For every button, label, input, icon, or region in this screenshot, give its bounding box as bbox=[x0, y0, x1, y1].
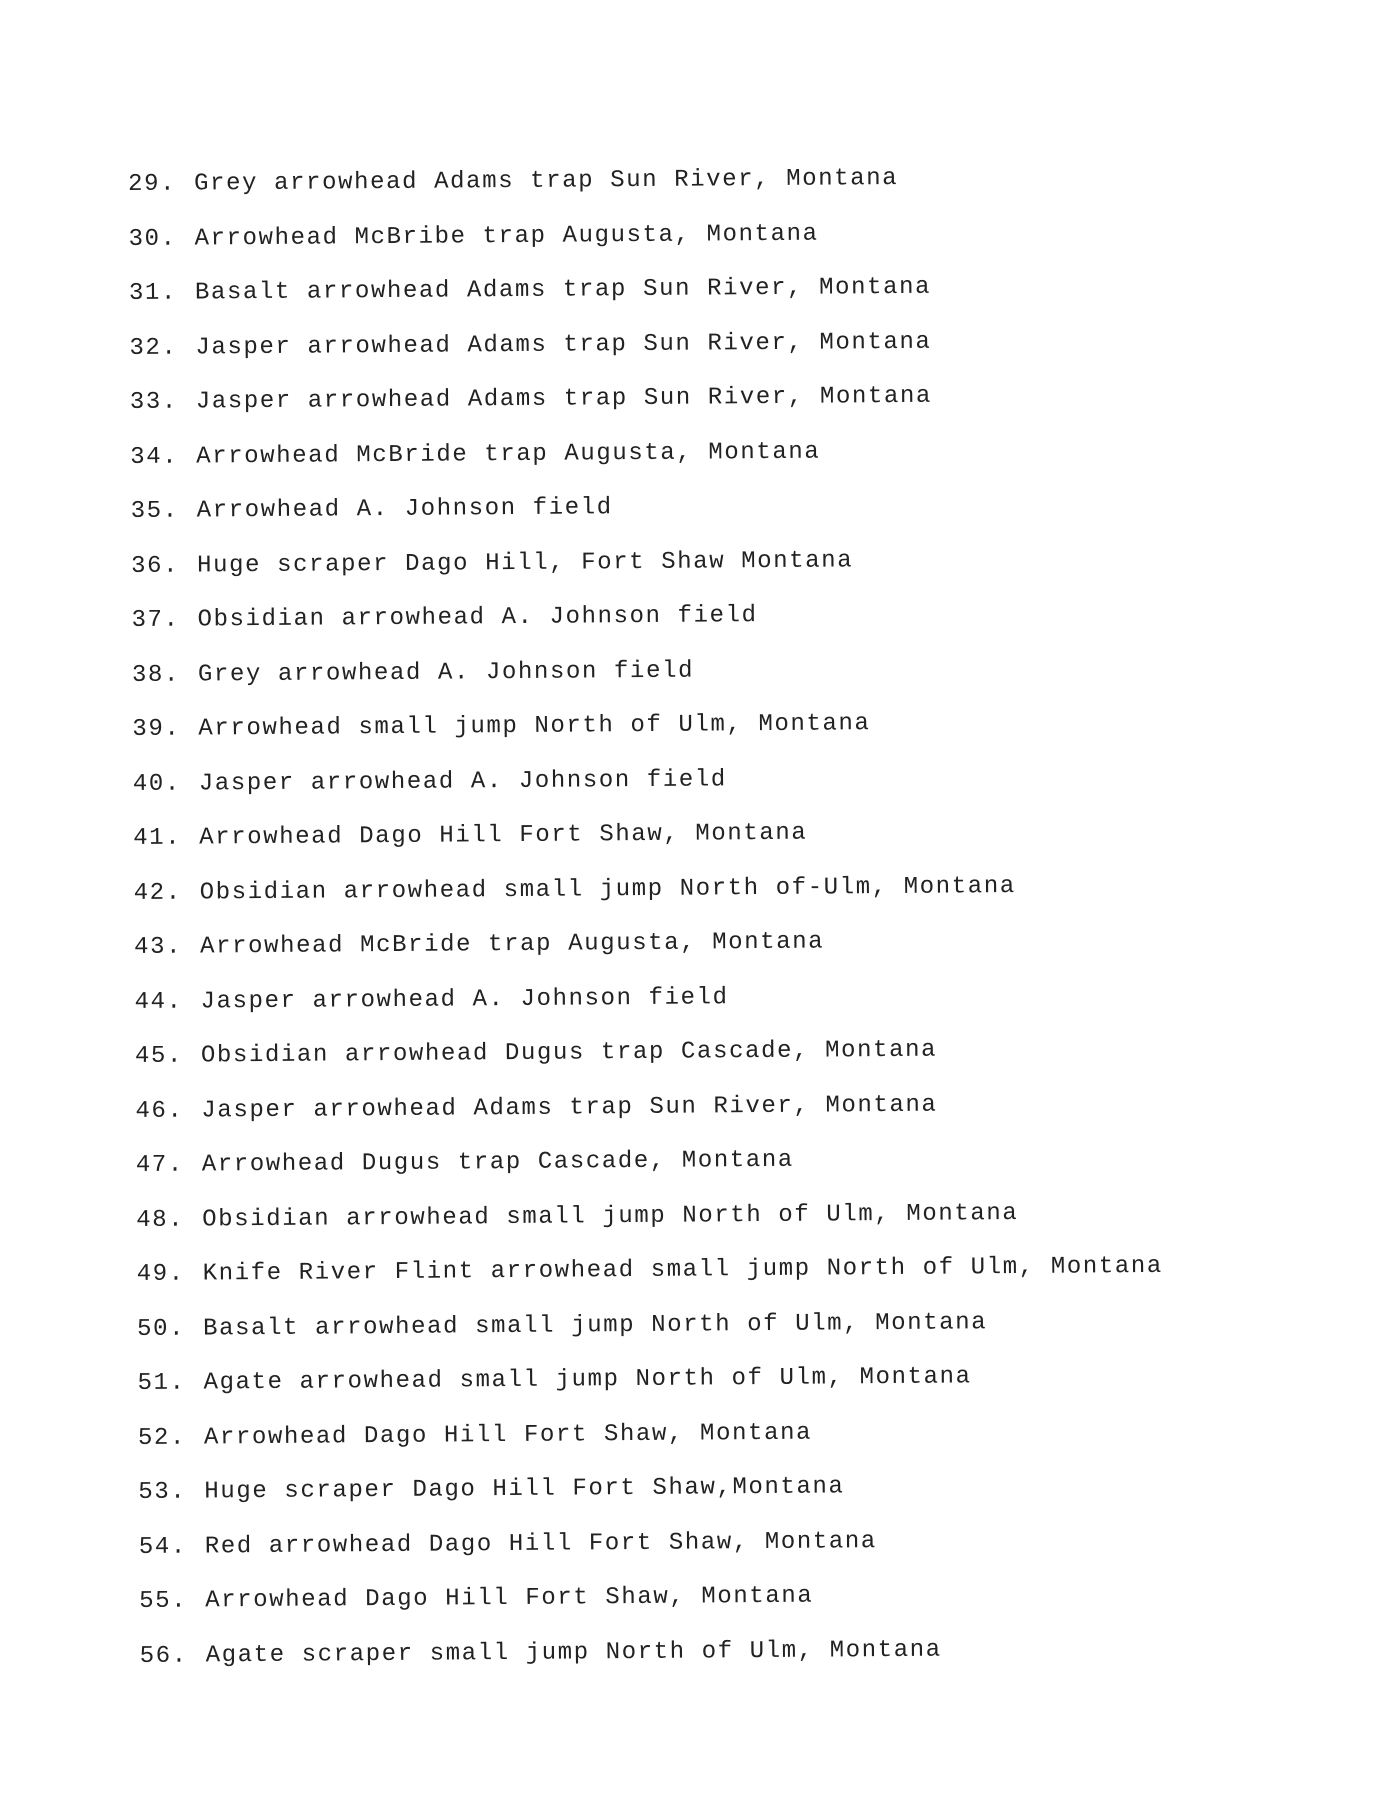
item-description: Obsidian arrowhead A. Johnson field bbox=[197, 602, 758, 634]
item-number: 50. bbox=[136, 1315, 186, 1343]
list-item bbox=[137, 1306, 1164, 1369]
list-item bbox=[128, 216, 1155, 279]
list-item bbox=[131, 543, 1158, 606]
list-item bbox=[138, 1470, 1165, 1533]
item-number: 42. bbox=[133, 879, 182, 907]
item-number: 33. bbox=[129, 388, 178, 416]
list-item bbox=[130, 380, 1157, 443]
item-number: 31. bbox=[128, 279, 178, 307]
list-item bbox=[136, 1197, 1163, 1260]
item-description: Basalt arrowhead small jump North of Ulm, Montana bbox=[202, 1308, 988, 1342]
list-item bbox=[133, 816, 1160, 879]
artifact-list bbox=[128, 162, 1166, 1696]
item-number: 37. bbox=[131, 606, 180, 634]
item-number: 54. bbox=[138, 1533, 187, 1561]
item-number: 38. bbox=[131, 661, 181, 689]
item-description: Arrowhead Dago Hill Fort Shaw, Montana bbox=[199, 819, 808, 852]
item-number: 39. bbox=[132, 715, 181, 743]
list-item bbox=[137, 1361, 1164, 1424]
item-description: Jasper arrowhead A. Johnson field bbox=[200, 983, 729, 1015]
item-number: 30. bbox=[128, 225, 177, 253]
item-number: 49. bbox=[136, 1260, 185, 1288]
item-description: Arrowhead McBride trap Augusta, Montana bbox=[199, 928, 825, 961]
list-item bbox=[129, 325, 1156, 388]
list-item bbox=[132, 707, 1159, 770]
item-description: Obsidian arrowhead small jump North of Ulm, Montana bbox=[202, 1199, 1019, 1233]
list-item bbox=[135, 1034, 1162, 1097]
item-description: Grey arrowhead Adams trap Sun River, Montana bbox=[194, 164, 899, 198]
item-number: 53. bbox=[138, 1478, 187, 1506]
list-item bbox=[131, 598, 1158, 661]
list-item bbox=[128, 162, 1155, 225]
item-number: 48. bbox=[136, 1206, 185, 1234]
list-item bbox=[137, 1252, 1164, 1315]
item-number: 45. bbox=[134, 1042, 184, 1070]
item-number: 51. bbox=[137, 1369, 186, 1397]
item-number: 29. bbox=[128, 170, 177, 198]
item-description: Agate scraper small jump North of Ulm, Montana bbox=[205, 1636, 942, 1669]
list-item bbox=[133, 761, 1160, 824]
item-number: 36. bbox=[131, 552, 180, 580]
item-description: Arrowhead Dago Hill Fort Shaw, Montana bbox=[205, 1582, 814, 1615]
list-item bbox=[140, 1633, 1167, 1696]
list-item bbox=[131, 489, 1158, 552]
list-item bbox=[134, 979, 1161, 1042]
item-description: Arrowhead small jump North of Ulm, Montana bbox=[198, 710, 871, 743]
item-number: 56. bbox=[139, 1642, 188, 1670]
list-item bbox=[130, 434, 1157, 497]
item-description: Basalt arrowhead Adams trap Sun River, Montana bbox=[194, 273, 932, 307]
item-description: Agate arrowhead small jump North of Ulm, Montana bbox=[203, 1363, 972, 1397]
item-description: Arrowhead McBride trap Augusta, Montana bbox=[196, 438, 821, 470]
item-number: 34. bbox=[130, 443, 179, 471]
item-description: Red arrowhead Dago Hill Fort Shaw, Montana bbox=[204, 1527, 878, 1560]
item-description: Huge scraper Dago Hill, Fort Shaw Montana bbox=[197, 546, 854, 579]
item-description: Jasper arrowhead Adams trap Sun River, Montana bbox=[195, 382, 933, 416]
item-description: Obsidian arrowhead small jump North of-Ulm, Montana bbox=[199, 872, 1016, 906]
item-number: 55. bbox=[139, 1587, 188, 1615]
item-description: Knife River Flint arrowhead small jump North of Ulm, Montana bbox=[202, 1252, 1163, 1288]
item-description: Jasper arrowhead Adams trap Sun River, Montana bbox=[201, 1091, 938, 1124]
item-number: 52. bbox=[137, 1424, 187, 1452]
list-item bbox=[129, 271, 1156, 334]
item-description: Arrowhead McBribe trap Augusta, Montana bbox=[194, 220, 819, 252]
list-item bbox=[139, 1524, 1166, 1587]
item-number: 47. bbox=[135, 1151, 184, 1179]
item-description: Arrowhead A. Johnson field bbox=[196, 494, 613, 525]
item-number: 41. bbox=[133, 824, 182, 852]
item-description: Huge scraper Dago Hill Fort Shaw,Montana bbox=[204, 1473, 845, 1506]
item-description: Arrowhead Dugus trap Cascade, Montana bbox=[201, 1146, 794, 1179]
item-description: Obsidian arrowhead Dugus trap Cascade, Montana bbox=[200, 1036, 938, 1070]
item-number: 43. bbox=[134, 933, 183, 961]
list-item bbox=[135, 1088, 1162, 1151]
item-description: Jasper arrowhead Adams trap Sun River, Montana bbox=[195, 328, 932, 361]
list-item bbox=[139, 1579, 1166, 1642]
item-number: 35. bbox=[130, 497, 179, 525]
item-description: Grey arrowhead A. Johnson field bbox=[197, 657, 695, 688]
item-number: 44. bbox=[134, 988, 183, 1016]
list-item bbox=[134, 925, 1161, 988]
list-item bbox=[138, 1415, 1165, 1478]
item-number: 32. bbox=[129, 334, 178, 362]
list-item bbox=[132, 652, 1159, 715]
item-description: Arrowhead Dago Hill Fort Shaw, Montana bbox=[203, 1419, 813, 1451]
item-description: Jasper arrowhead A. Johnson field bbox=[198, 765, 727, 797]
list-item bbox=[134, 870, 1161, 933]
item-number: 40. bbox=[132, 770, 181, 798]
list-item bbox=[136, 1143, 1163, 1206]
item-number: 46. bbox=[135, 1097, 184, 1125]
